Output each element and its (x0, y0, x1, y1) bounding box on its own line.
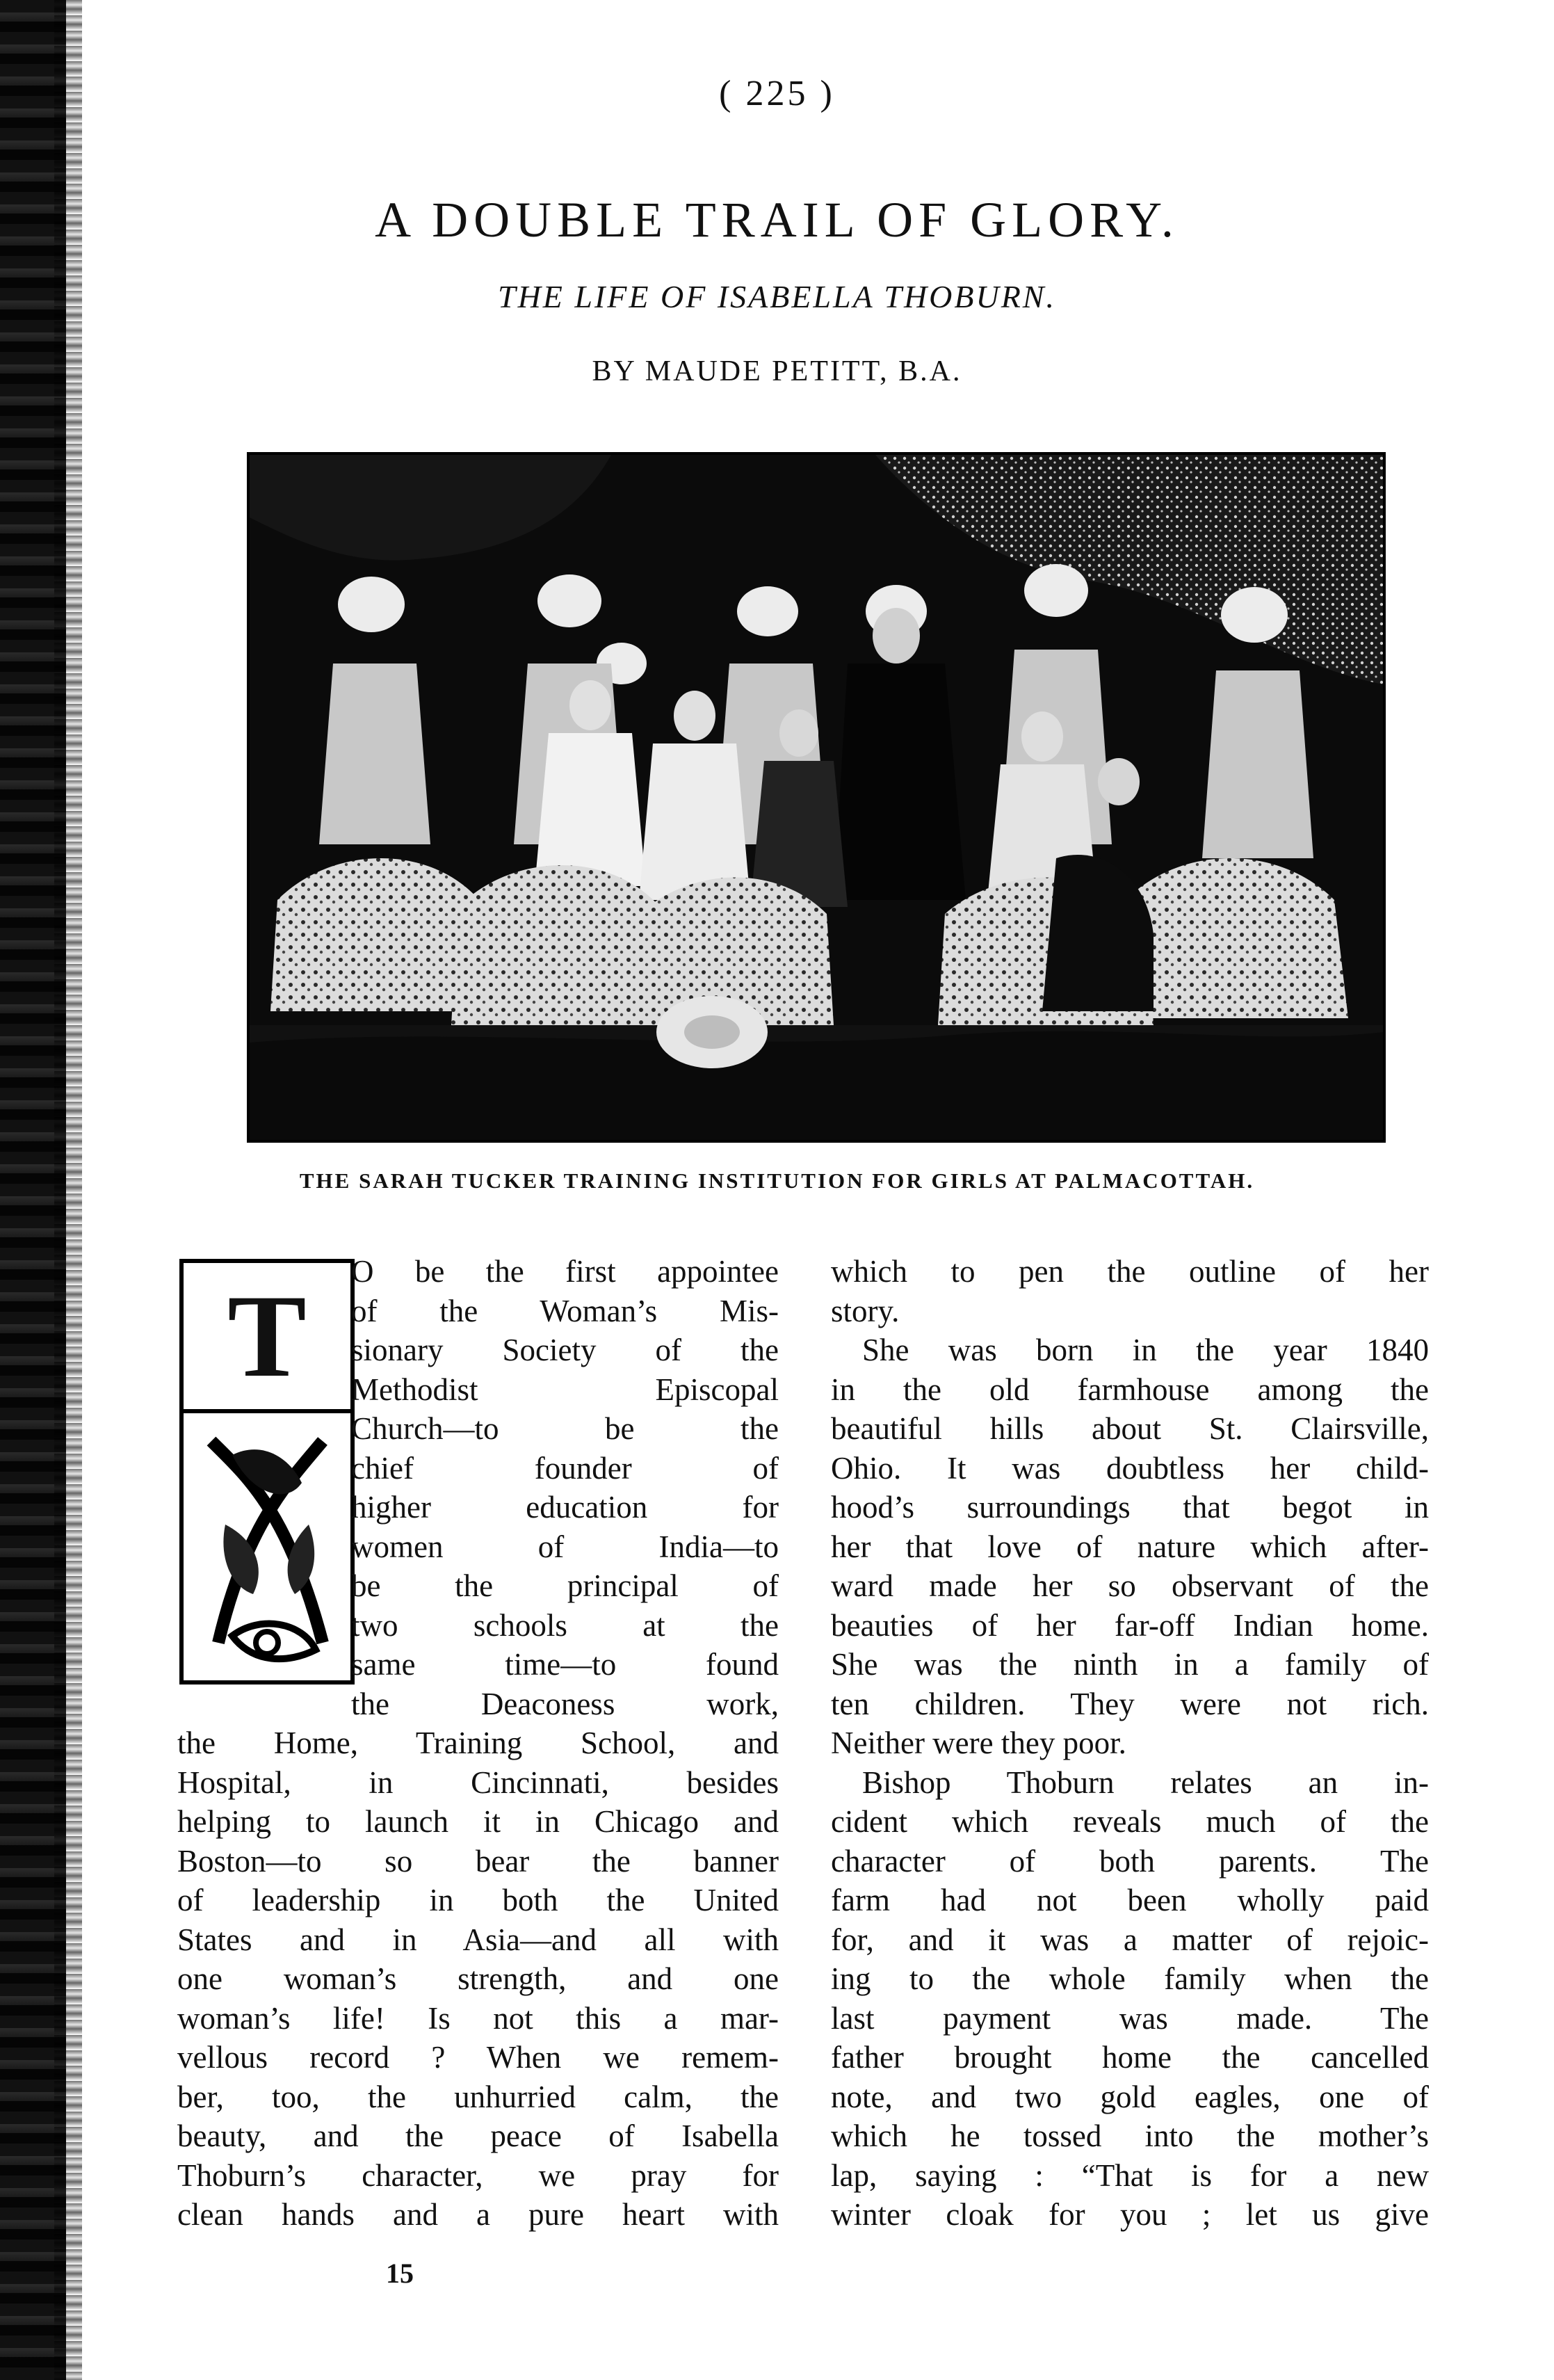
text-line: father brought home the cancelled (831, 2040, 1429, 2075)
text-line: lap, saying : “That is for a new (831, 2157, 1429, 2193)
text-line: clean hands and a pure heart with (177, 2197, 779, 2232)
text-line: which to pen the outline of her (831, 1254, 1429, 1289)
text-line: Hospital, in Cincinnati, besides (177, 1764, 779, 1800)
article-byline: BY MAUDE PETITT, B.A. (592, 355, 962, 387)
signature-mark: 15 (386, 2258, 414, 2289)
text-line: beauties of her far-off Indian home. (831, 1607, 1429, 1643)
text-line: character of both parents. The (831, 1843, 1429, 1879)
text-line: the Deaconess work, (351, 1686, 779, 1721)
text-line: helping to launch it in Chicago and (177, 1804, 779, 1839)
text-line: for, and it was a matter of rejoic- (831, 1922, 1429, 1957)
text-line: of the Woman’s Mis- (351, 1293, 779, 1328)
text-line: winter cloak for you ; let us give (831, 2197, 1429, 2232)
text-line: her that love of nature which after- (831, 1529, 1429, 1564)
text-line: Ohio. It was doubtless her child- (831, 1450, 1429, 1486)
group-photograph (247, 452, 1386, 1143)
text-line: in the old farmhouse among the (831, 1372, 1429, 1407)
text-line: which he tossed into the mother’s (831, 2118, 1429, 2153)
text-line: Neither were they poor. (831, 1726, 1126, 1760)
text-line: cident which reveals much of the (831, 1804, 1429, 1839)
article-title: A DOUBLE TRAIL OF GLORY. (375, 192, 1179, 248)
left-column (177, 1252, 779, 2235)
text-line: She was the ninth in a family of (831, 1647, 1429, 1682)
text-line: Boston—to so bear the banner (177, 1843, 779, 1879)
text-line: ten children. They were not rich. (831, 1686, 1429, 1721)
text-line: ward made her so observant of the (831, 1568, 1429, 1603)
text-line: States and in Asia—and all with (177, 1922, 779, 1957)
right-column (831, 1252, 1429, 2235)
text-line: chief founder of (351, 1450, 779, 1486)
text-line: ber, too, the unhurried calm, the (177, 2079, 779, 2114)
text-line: Methodist Episcopal (351, 1372, 779, 1407)
text-line: the Home, Training School, and (177, 1726, 779, 1760)
text-line: same time—to found (351, 1647, 779, 1682)
text-line: She was born in the year 1840 (862, 1333, 1429, 1367)
text-line: two schools at the (351, 1607, 779, 1643)
text-line: farm had not been wholly paid (831, 1883, 1429, 1917)
text-line: hood’s surroundings that begot in (831, 1490, 1429, 1525)
text-line: one woman’s strength, and one (177, 1961, 779, 1996)
text-line: woman’s life! Is not this a mar- (177, 2000, 779, 2036)
photo-caption: THE SARAH TUCKER TRAINING INSTITUTION FOR GIRLS AT PALMACOTTAH. (299, 1168, 1255, 1193)
article-subtitle: THE LIFE OF ISABELLA THOBURN. (498, 279, 1056, 314)
text-line: last payment was made. The (831, 2000, 1429, 2036)
text-line: of leadership in both the United (177, 1883, 779, 1917)
text-line: sionary Society of the (351, 1333, 779, 1367)
page-number: ( 225 ) (719, 74, 835, 113)
text-line: Bishop Thoburn relates an in- (862, 1764, 1429, 1800)
text-line: women of India—to (351, 1529, 779, 1564)
text-line: note, and two gold eagles, one of (831, 2079, 1429, 2114)
text-line: beautiful hills about St. Clairsville, (831, 1411, 1429, 1446)
text-line: O be the first appointee (351, 1254, 779, 1289)
text-line: Thoburn’s character, we pray for (177, 2157, 779, 2193)
text-line: ing to the whole family when the (831, 1961, 1429, 1996)
text-line: beauty, and the peace of Isabella (177, 2118, 779, 2153)
text-line: be the principal of (351, 1568, 779, 1603)
text-line: vellous record ? When we remem- (177, 2040, 779, 2075)
text-line: story. (831, 1293, 900, 1328)
text-line: Church—to be the (351, 1411, 779, 1446)
drop-cap-letter: T (184, 1263, 350, 1413)
text-line: higher education for (351, 1490, 779, 1525)
